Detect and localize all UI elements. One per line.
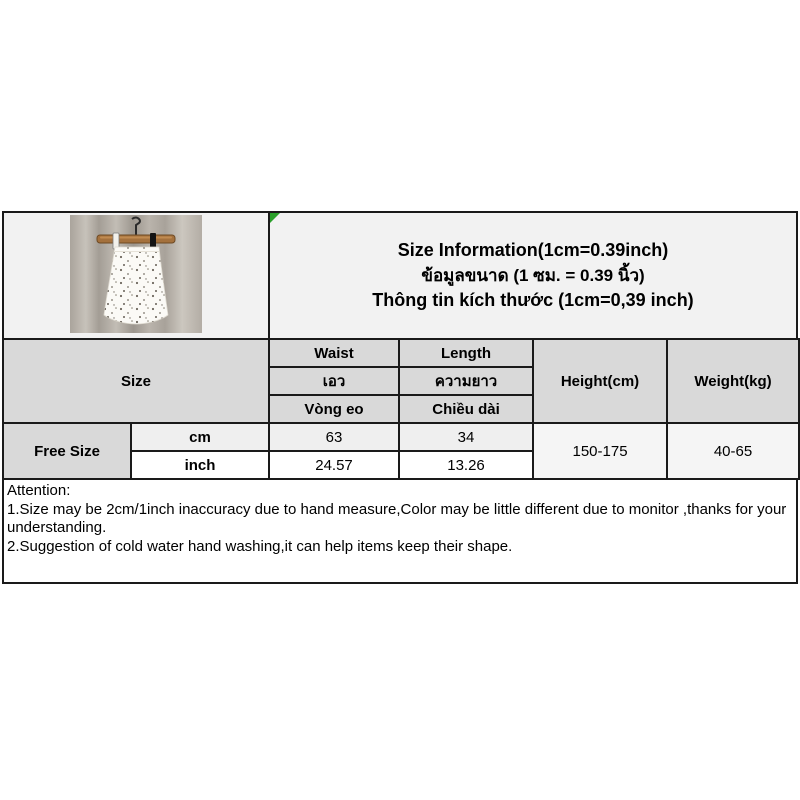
attention-box [2, 478, 798, 584]
product-photo-cell [4, 213, 270, 338]
col-header-length-en: Length [399, 339, 533, 367]
size-info-header [270, 213, 796, 338]
attention-note-2: 2.Suggestion of cold water hand washing,it can help items keep their shape. [7, 537, 513, 555]
size-info-title-vi: Thông tin kích thước (1cm=0,39 inch) [372, 290, 694, 310]
col-header-height: Height(cm) [533, 339, 667, 423]
value-length-inch: 13.26 [399, 451, 533, 479]
unit-label-cm: cm [131, 423, 269, 451]
size-chart-sheet [2, 211, 798, 584]
attention-note-1: 1.Size may be 2cm/1inch inaccuracy due to hand measure,Color may be little different due to monitor ,thanks for your understanding. [7, 500, 787, 536]
col-header-waist-en: Waist [269, 339, 399, 367]
col-header-waist-th: เอว [269, 367, 399, 395]
value-length-cm: 34 [399, 423, 533, 451]
top-row [2, 211, 798, 340]
size-table [2, 338, 800, 480]
col-header-waist-vi: Vòng eo [269, 395, 399, 423]
product-photo [70, 215, 202, 333]
size-info-title-th: ข้อมูลขนาด (1 ซม. = 0.39 นิ้ว) [421, 266, 645, 285]
size-header-cell: Size [3, 339, 269, 423]
value-waist-cm: 63 [269, 423, 399, 451]
attention-title: Attention: [7, 482, 71, 499]
col-header-length-th: ความยาว [399, 367, 533, 395]
hanger-bar [97, 235, 175, 243]
green-corner-flag-icon [270, 213, 280, 223]
value-weight-range: 40-65 [667, 423, 799, 479]
size-info-title-en: Size Information(1cm=0.39inch) [397, 240, 669, 260]
row-label-free-size: Free Size [3, 423, 131, 479]
unit-label-inch: inch [131, 451, 269, 479]
col-header-weight: Weight(kg) [667, 339, 799, 423]
value-waist-inch: 24.57 [269, 451, 399, 479]
col-header-length-vi: Chiều dài [399, 395, 533, 423]
value-height-range: 150-175 [533, 423, 667, 479]
